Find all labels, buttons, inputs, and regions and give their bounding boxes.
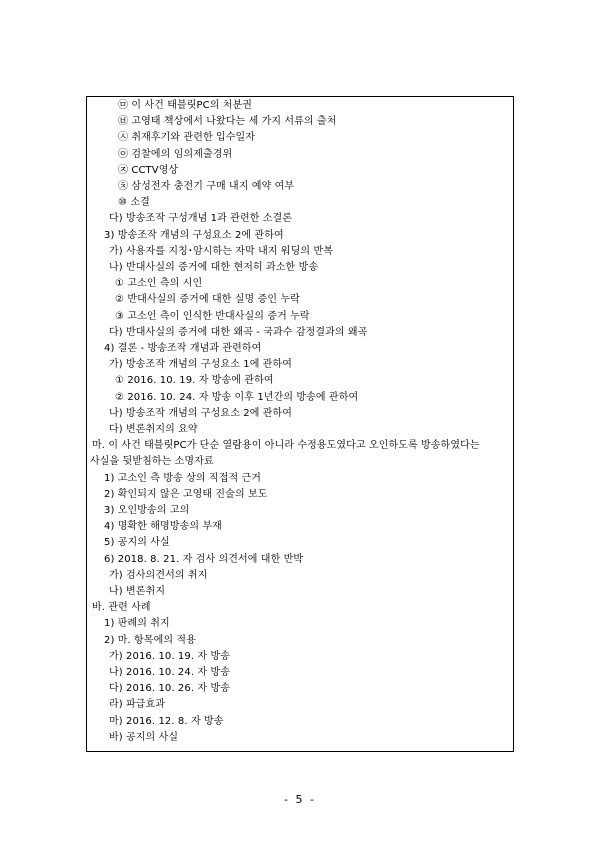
outline-line: ㉥ 고영태 책상에서 나왔다는 세 가지 서류의 출처 xyxy=(118,116,337,128)
outline-line: 다) 방송조작 구성개념 1과 관련한 소결론 xyxy=(109,213,293,225)
outline-line: ㉧ 검찰에의 임의제출경위 xyxy=(118,148,233,160)
outline-line: 2) 마. 항목에의 적용 xyxy=(104,634,196,646)
outline-line: 다) 변론취지의 요약 xyxy=(109,424,198,435)
outline-line: 바) 공지의 사실 xyxy=(109,731,179,743)
outline-line: ㉩ 삼성전자 충전기 구매 내지 예약 여부 xyxy=(118,181,295,192)
outline-line: 5) 공지의 사실 xyxy=(104,537,170,549)
outline-line: ㉦ 취재후기와 관련한 입수일자 xyxy=(118,132,256,144)
outline-line: 마. 이 사건 태블릿PC가 단순 열람용이 아니라 수정용도였다고 오인하도록 방송하였다는 xyxy=(92,440,480,452)
outline-line: ⑩ 소결 xyxy=(118,197,150,209)
outline-line: 가) 사용자를 지칭･암시하는 자막 내지 워딩의 반복 xyxy=(109,245,333,257)
outline-line: ① 2016. 10. 19. 자 방송에 관하여 xyxy=(115,375,274,387)
outline-line: ① 고소인 측의 시인 xyxy=(115,278,203,290)
outline-line: 나) 방송조작 개념의 구성요소 2에 관하여 xyxy=(109,407,293,419)
outline-line: 3) 방송조작 개념의 구성요소 2에 관하여 xyxy=(104,229,284,241)
outline-line: 나) 2016. 10. 24. 자 방송 xyxy=(109,667,230,678)
outline-line: 6) 2018. 8. 21. 자 검사 의견서에 대한 반박 xyxy=(104,553,304,565)
outline-line: 1) 고소인 측 방송 상의 직접적 근거 xyxy=(104,472,262,484)
outline-line: ㉨ CCTV영상 xyxy=(118,164,179,176)
outline-line: 4) 결론 - 방송조작 개념과 관련하여 xyxy=(104,343,262,354)
outline-line: 바. 관련 사례 xyxy=(92,602,151,614)
page-number: - 5 - xyxy=(284,793,316,806)
outline-line: ② 반대사실의 증거에 대한 실명 증인 누락 xyxy=(115,294,300,306)
outline-line: 사실을 뒷받침하는 소명자료 xyxy=(90,456,214,468)
outline-line: 다) 2016. 10. 26. 자 방송 xyxy=(109,683,230,695)
outline-line: 가) 방송조작 개념의 구성요소 1에 관하여 xyxy=(109,359,293,371)
outline-line: 다) 반대사실의 증거에 대한 왜곡 - 국과수 감정결과의 왜곡 xyxy=(109,326,368,338)
outline-line: 나) 변론취지 xyxy=(109,586,166,597)
outline-line: ㉤ 이 사건 태블릿PC의 처분권 xyxy=(118,100,253,111)
outline-line: 4) 명확한 해명방송의 부재 xyxy=(104,521,222,533)
outline-line: ③ 고소인 측이 인식한 반대사실의 증거 누락 xyxy=(115,310,310,322)
outline-line: 3) 오인방송의 고의 xyxy=(104,505,190,516)
outline-line: 나) 반대사실의 증거에 대한 현저히 과소한 방송 xyxy=(109,262,319,273)
outline-line: 가) 검사의견서의 취지 xyxy=(109,569,208,581)
outline-line: ② 2016. 10. 24. 자 방송 이후 1년간의 방송에 관하여 xyxy=(115,391,359,403)
outline-line: 가) 2016. 10. 19. 자 방송 xyxy=(109,650,230,662)
outline-line: 2) 확인되지 않은 고영태 진술의 보도 xyxy=(104,488,268,500)
outline-line: 라) 파급효과 xyxy=(109,699,166,711)
outline-line: 1) 판례의 취지 xyxy=(104,618,170,630)
outline-line: 마) 2016. 12. 8. 자 방송 xyxy=(109,715,224,727)
